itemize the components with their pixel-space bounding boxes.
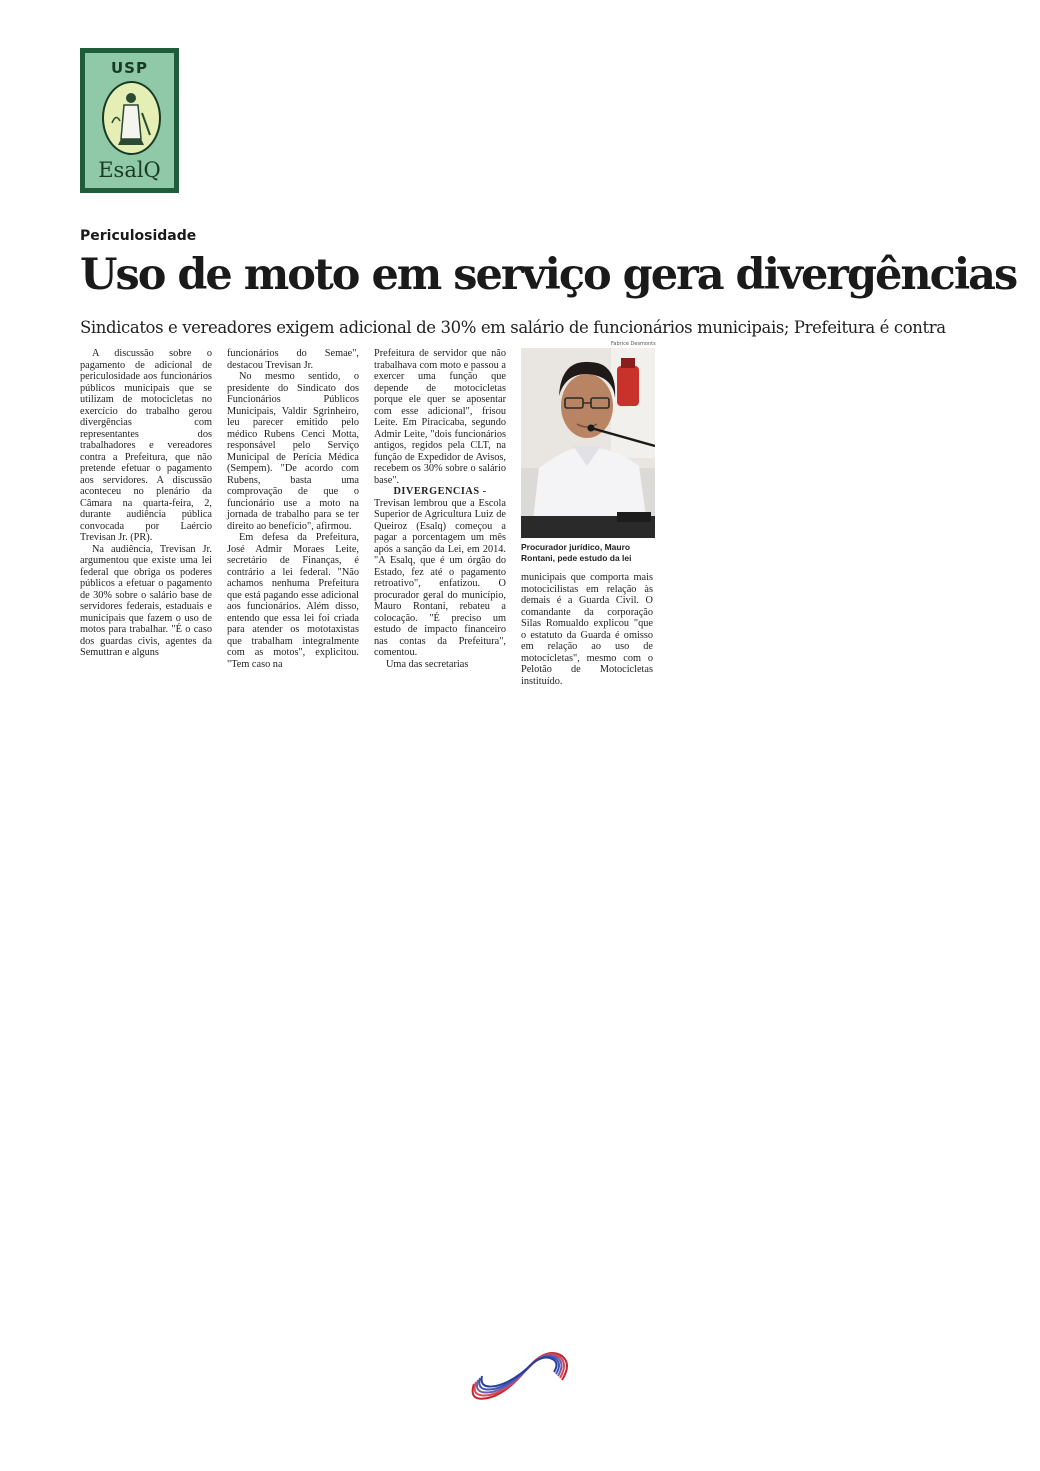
logo-esalq-text: EsalQ — [98, 158, 161, 182]
paragraph: funcionários do Semae", destacou Trevisan Jr. — [227, 348, 359, 371]
paragraph: Prefeitura de servidor que não trabalhava com moto e passou a exercer uma função que depende de motocicletas porque ele quer se aposentar com esse adicional", frisou Leite. Em Piracicaba, segundo Admir Leite, "dois funcionários antigos, regidos pela CLT, na função de Expedidor de Avisos, recebem os 30% sobre o salário base". — [374, 348, 506, 486]
paragraph: Trevisan lembrou que a Escola Superior de Agricultura Luiz de Queiroz (Esalq) começou a pagar a porcentagem um mês após a sanção da Lei, em 2014. "A Esalq, que é um órgão do Estado, fez até o pagamento retroativo", enfatizou. O procurador geral do município, Mauro Rontani, rebateu a colocação. "É preciso um estudo de impacto financeiro nas contas da Prefeitura", comentou. — [374, 497, 506, 658]
logo-usp-text: USP — [111, 59, 148, 77]
footer-brand-icon — [466, 1340, 572, 1406]
paragraph: Uma das secretarias — [386, 658, 469, 670]
section-kicker: Periculosidade — [80, 228, 197, 244]
logo-emblem-icon — [102, 81, 161, 155]
paragraph: Em defesa da Prefeitura, José Admir Moraes Leite, secretário de Finanças, é contrário a lei federal. "Não achamos nenhuma Prefeitura que está pagando esse adicional aos funcionários. Além disso, entendo que essa lei foi criada para atender os mototaxistas que trabalham integralmente com as motos", explicitou. "Tem caso na — [227, 532, 359, 670]
paragraph: municipais que comporta mais motocicilistas em relação às demais é a Guarda Civil. O comandante da corporação Silas Romualdo explicou "que o estatuto da Guarda é omisso em relação ao uso de motocicletas", mesmo com o Pelotão de Motocicletas instituído. — [521, 572, 653, 687]
inline-subheading: DIVERGENCIAS - — [393, 486, 487, 497]
esalq-usp-logo — [80, 48, 179, 193]
photo-credit: Fabrice Desmonts — [611, 341, 656, 347]
photo-illustration — [521, 348, 655, 538]
article-column-4 — [521, 572, 653, 687]
article-column-1 — [80, 348, 212, 659]
paragraph: No mesmo sentido, o presidente do Sindicato dos Funcionários Públicos Municipais, Valdir Sgrinheiro, leu parecer emitido pelo médico Rubens Cenci Motta, responsável pelo Serviço Municipal de Perícia Médica (Sempem). "De acordo com Rubens, basta uma comprovação de que o funcionário use a moto na jornada de trabalho para se ter direito ao benefício", afirmou. — [227, 371, 359, 532]
article-column-3 — [374, 348, 506, 670]
article-headline: Uso de moto em serviço gera divergências — [80, 250, 1017, 300]
article-photo — [521, 348, 655, 538]
article-column-2 — [227, 348, 359, 670]
photo-caption: Procurador jurídico, Mauro Rontani, pede estudo da lei — [521, 542, 632, 563]
logo-background — [85, 53, 174, 188]
paragraph: A discussão sobre o pagamento de adicional de periculosidade aos funcionários públicos municipais que se utilizam de motocicletas no exercício do trabalho gerou divergências com representantes dos trabalhadores e vereadores contra a Prefeitura, que não pretende efetuar o pagamento aos servidores. A discussão aconteceu no plenário da Câmara na quarta-feira, 2, durante audiência pública convocada por Laércio Trevisan Jr. (PR). — [80, 348, 212, 543]
paragraph: Na audiência, Trevisan Jr. argumentou que existe uma lei federal que obriga os poderes públicos a efetuar o pagamento de 30% sobre o salário base de servidores federais, estaduais e municipais que fazem o uso de motos para trabalhar. "É o caso dos guardas civis, agentes da Semuttran e alguns — [80, 543, 212, 658]
article-subheadline: Sindicatos e vereadores exigem adicional de 30% em salário de funcionários municipais; Prefeitura é contra — [80, 318, 946, 337]
